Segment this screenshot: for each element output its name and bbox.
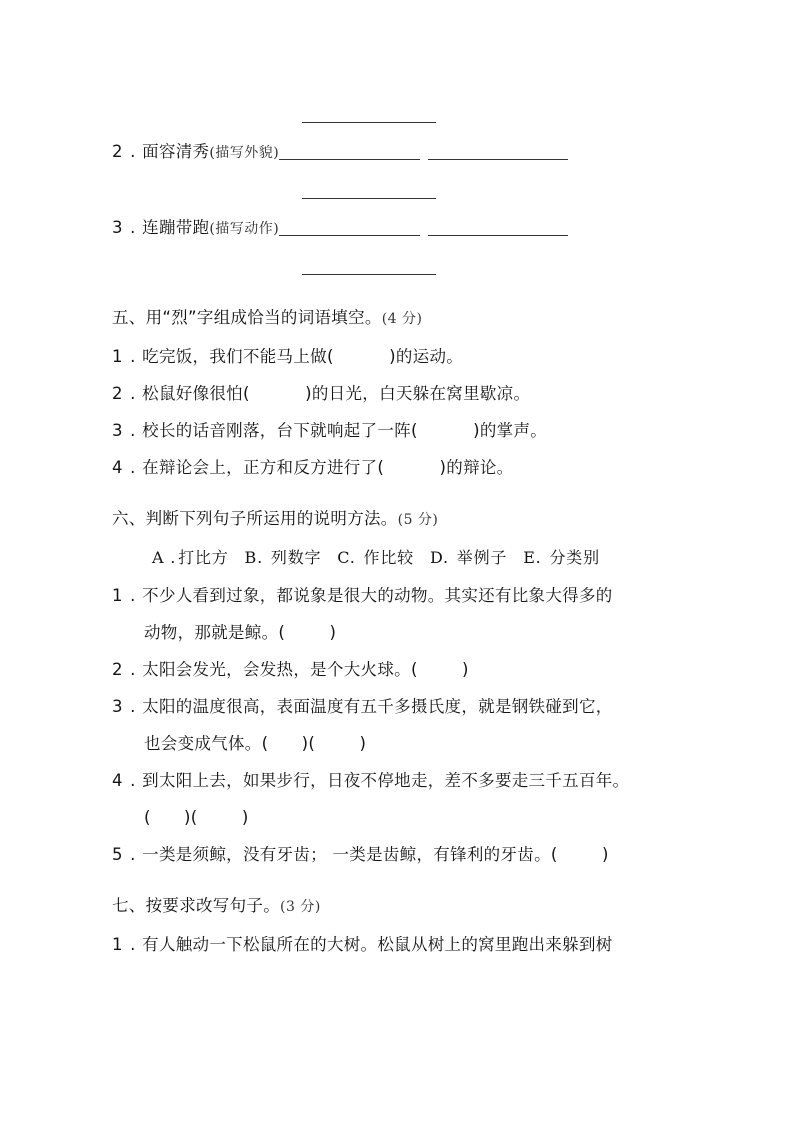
section-five-item-3 [112, 412, 690, 449]
option-b-label: 列数字 [270, 548, 322, 567]
item-number: 3 . [112, 218, 137, 237]
section-seven-score: (3 分) [280, 899, 321, 915]
section-six-item-3-line-1 [112, 688, 690, 725]
section-six-item-3-line-2 [112, 725, 690, 762]
section-six-item-2 [112, 651, 690, 688]
writing-rule[interactable] [302, 274, 436, 275]
writing-rule-above-item3 [112, 172, 690, 209]
item-text-before: 在辩论会上，正方和反方进行了( [142, 458, 385, 477]
answer-blank[interactable]: ( ) [278, 623, 337, 642]
section-six-score: (5 分) [397, 512, 439, 528]
section-six-title: 六、判断下列句子所运用的说明方法。 [112, 509, 398, 528]
section-five-title: 五、用“烈”字组成恰当的词语填空。 [112, 308, 382, 327]
item-annotation: (描写动作) [209, 221, 280, 237]
item-number: 4 . [112, 771, 137, 790]
item-phrase: 面容清秀 [142, 142, 210, 161]
item-text-before: 吃完饭，我们不能马上做( [142, 347, 334, 366]
item-text: 太阳会发光，会发热，是个大火球。 [142, 660, 411, 679]
item-number: 2 . [112, 142, 137, 161]
item-text-after: )的日光，白天躲在窝里歇凉。 [305, 384, 531, 403]
answer-rule-1[interactable] [279, 235, 420, 236]
option-d-label: 举例子 [456, 548, 508, 567]
section-six-heading [112, 500, 690, 539]
option-e-label: 分类别 [549, 548, 600, 567]
section-six-item-4-line-1 [112, 762, 690, 799]
item-number: 4 . [112, 458, 137, 477]
item-text: 一类是须鲸，没有牙齿； 一类是齿鲸，有锋利的牙齿。 [142, 845, 551, 864]
option-c[interactable] [337, 548, 414, 567]
item-number: 2 . [112, 660, 137, 679]
item-text-after: )的辩论。 [439, 458, 514, 477]
item-number: 3 . [112, 421, 137, 440]
item-text-before: 松鼠好像很怕( [142, 384, 250, 403]
section-five-item-4 [112, 449, 690, 486]
item-text-after: )的掌声。 [473, 421, 548, 440]
option-e-letter: E. [523, 548, 542, 567]
vocab-item-2 [112, 133, 690, 172]
section-six-option-list [112, 539, 690, 577]
item-text-after: )的运动。 [389, 347, 464, 366]
writing-rule[interactable] [302, 122, 436, 123]
answer-blank[interactable]: ( )( ) [144, 808, 249, 827]
answer-rule-2[interactable] [428, 235, 568, 236]
option-a-letter: A . [152, 548, 177, 567]
section-seven-heading [112, 887, 690, 926]
option-c-label: 作比较 [363, 548, 414, 567]
item-number: 3 . [112, 697, 137, 716]
option-d[interactable] [430, 548, 507, 567]
option-a-label: 打比方 [178, 548, 229, 567]
answer-blank[interactable] [334, 338, 389, 375]
answer-blank[interactable] [250, 375, 305, 412]
section-five-heading [112, 299, 690, 338]
item-number: 2 . [112, 384, 137, 403]
answer-blank[interactable] [384, 449, 439, 486]
item-text: 动物，那就是鲸。 [144, 623, 279, 642]
item-number: 5 . [112, 845, 137, 864]
item-annotation: (描写外貌) [209, 145, 280, 161]
section-seven-item-1-line-1 [112, 926, 690, 963]
option-c-letter: C. [337, 548, 356, 567]
section-five-item-1 [112, 338, 690, 375]
section-six-item-1-line-2 [112, 614, 690, 651]
section-five-item-2 [112, 375, 690, 412]
item-phrase: 连蹦带跑 [142, 218, 210, 237]
answer-blank[interactable]: ( ) [550, 845, 609, 864]
writing-rule-above-item2 [112, 96, 690, 133]
item-text-before: 校长的话音刚落，台下就响起了一阵( [142, 421, 418, 440]
option-b-letter: B. [244, 548, 263, 567]
item-text: 有人触动一下松鼠所在的大树。松鼠从树上的窝里跑出来躲到树 [142, 935, 613, 954]
item-number: 1 . [112, 935, 137, 954]
option-a[interactable] [152, 548, 229, 567]
section-five-score: (4 分) [381, 311, 423, 327]
answer-rule-2[interactable] [428, 159, 568, 160]
item-number: 1 . [112, 586, 137, 605]
item-text: 到太阳上去，如果步行，日夜不停地走，差不多要走三千五百年。 [142, 771, 630, 790]
section-six-item-5 [112, 836, 690, 873]
item-number: 1 . [112, 347, 137, 366]
item-text: 太阳的温度很高，表面温度有五千多摄氏度，就是钢铁碰到它， [142, 697, 613, 716]
section-six-item-1-line-1 [112, 577, 690, 614]
option-b[interactable] [245, 548, 322, 567]
item-text: 不少人看到过象，都说象是很大的动物。其实还有比象大得多的 [142, 586, 613, 605]
page-content [112, 96, 690, 963]
answer-blank[interactable]: ( ) [410, 660, 469, 679]
option-e[interactable] [523, 548, 600, 567]
answer-blank[interactable]: ( )( ) [261, 734, 367, 753]
answer-blank[interactable] [418, 412, 473, 449]
item-text: 也会变成气体。 [144, 734, 262, 753]
section-six-item-4-line-2 [112, 799, 690, 836]
section-seven-title: 七、按要求改写句子。 [112, 896, 280, 915]
answer-rule-1[interactable] [279, 159, 420, 160]
vocab-item-3 [112, 209, 690, 248]
writing-rule[interactable] [302, 198, 436, 199]
writing-rule-below-item3 [112, 248, 690, 285]
option-d-letter: D. [429, 548, 449, 567]
